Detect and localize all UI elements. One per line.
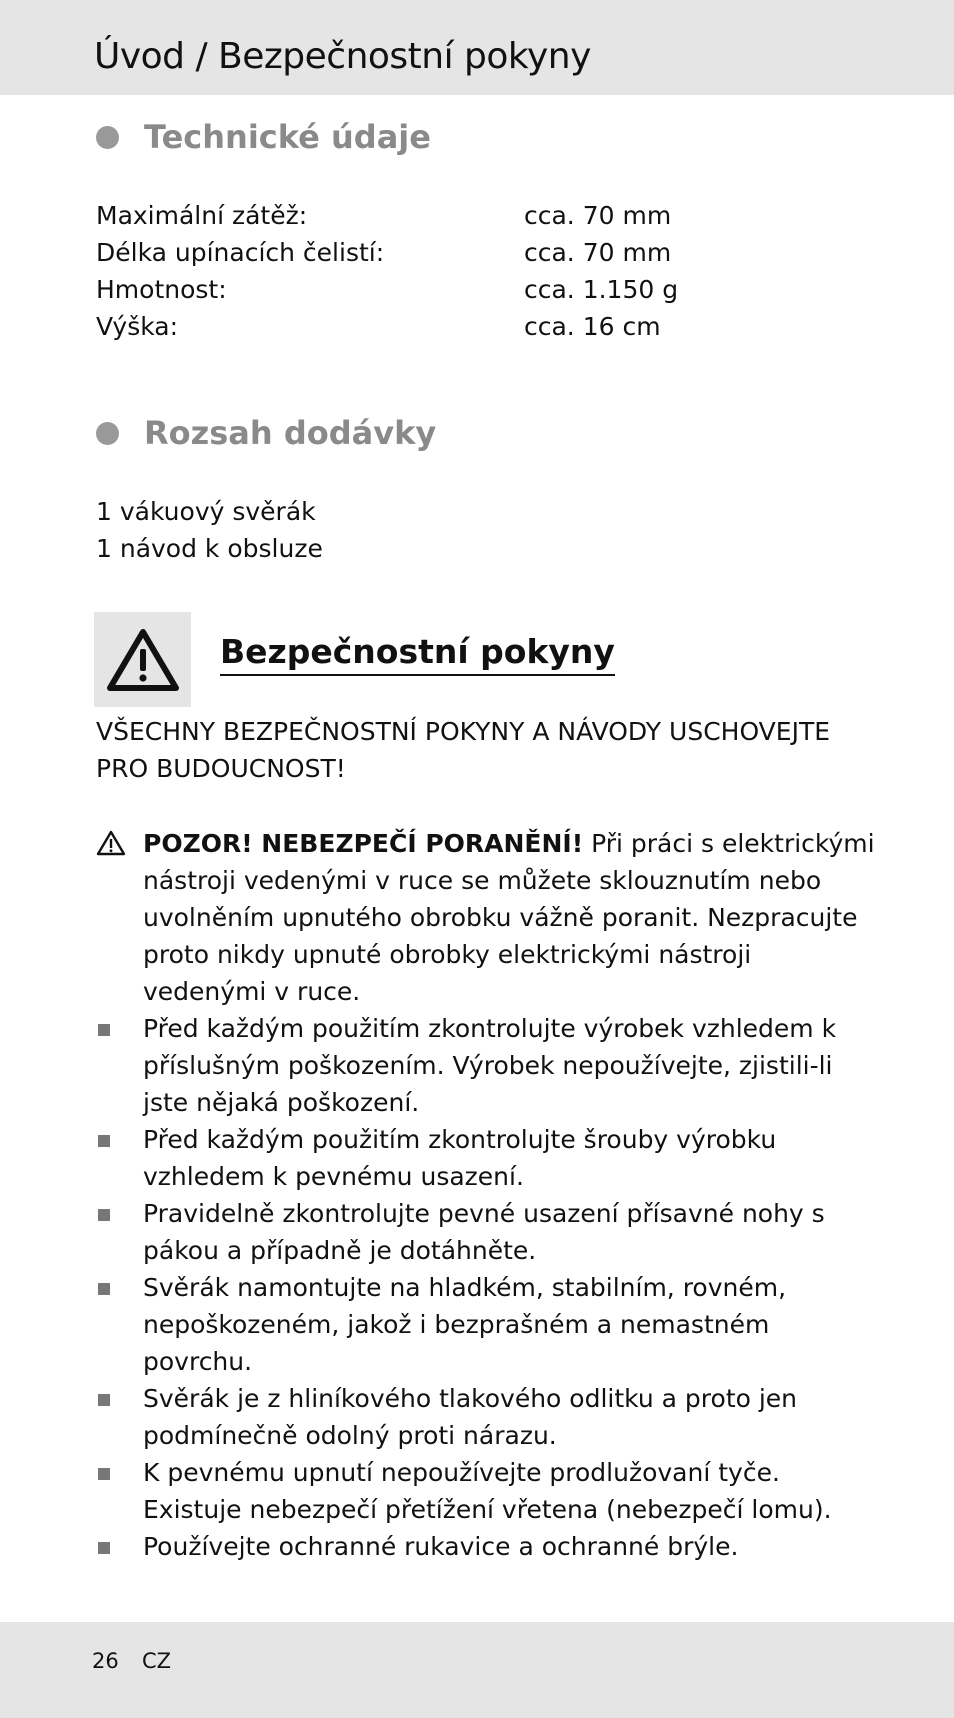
spec-row bbox=[96, 234, 816, 271]
warning-triangle-icon bbox=[106, 627, 180, 693]
technical-data-title: Technické údaje bbox=[144, 118, 431, 156]
warning-marker bbox=[96, 825, 126, 862]
page-title: Úvod / Bezpečnostní pokyny bbox=[94, 36, 591, 77]
list-item bbox=[96, 1195, 876, 1269]
list-item bbox=[96, 1454, 876, 1528]
square-bullet-icon bbox=[96, 1269, 126, 1306]
delivery-heading bbox=[96, 414, 436, 452]
safety-list bbox=[96, 825, 876, 1565]
spec-row bbox=[96, 197, 816, 234]
square-bullet-icon bbox=[96, 1121, 126, 1158]
list-item-text: Pravidelně zkontrolujte pevné usazení přísavné nohy s pákou a případně je dotáhněte. bbox=[143, 1199, 825, 1265]
list-item bbox=[96, 1380, 876, 1454]
spec-value: cca. 16 cm bbox=[524, 312, 661, 341]
spec-label: Maximální zátěž: bbox=[96, 201, 308, 230]
spec-row bbox=[96, 308, 816, 345]
technical-data-heading bbox=[96, 118, 431, 156]
delivery-title: Rozsah dodávky bbox=[144, 414, 437, 452]
warning-item bbox=[96, 825, 876, 1010]
spec-label: Hmotnost: bbox=[96, 275, 227, 304]
spec-value: cca. 1.150 g bbox=[524, 275, 679, 304]
list-item-text: Před každým použitím zkontrolujte šrouby výrobku vzhledem k pevnému usazení. bbox=[143, 1125, 777, 1191]
square-bullet-icon bbox=[96, 1454, 126, 1491]
spec-value: cca. 70 mm bbox=[524, 238, 672, 267]
section-bullet-icon bbox=[96, 126, 119, 149]
list-item-text: Svěrák je z hliníkového tlakového odlitku a proto jen podmínečně odolný proti nárazu. bbox=[143, 1384, 798, 1450]
language-code: CZ bbox=[142, 1649, 172, 1673]
list-item bbox=[96, 1269, 876, 1380]
square-bullet-icon bbox=[96, 1380, 126, 1417]
page-number: 26 bbox=[92, 1649, 119, 1673]
warning-text: Při práci s elektrickými nástroji vedenými v ruce se můžete sklouznutím nebo uvolněním upnutého obrobku vážně poranit. Nezpracujte proto nikdy upnuté obrobky elektrickými nástroji vedenými v ruce. bbox=[143, 829, 875, 1006]
spec-label: Výška: bbox=[96, 312, 179, 341]
keep-notice: VŠECHNY BEZPEČNOSTNÍ POKYNY A NÁVODY USCHOVEJTE PRO BUDOUCNOST! bbox=[96, 717, 831, 783]
list-item bbox=[96, 1528, 876, 1565]
list-item-text: Před každým použitím zkontrolujte výrobek vzhledem k příslušným poškozením. Výrobek nepoužívejte, zjistili-li jste nějaká poškození. bbox=[143, 1014, 837, 1117]
delivery-item: 1 vákuový svěrák bbox=[96, 497, 316, 526]
warning-tile bbox=[94, 612, 191, 707]
spec-value: cca. 70 mm bbox=[524, 201, 672, 230]
square-bullet-icon bbox=[96, 1528, 126, 1565]
section-bullet-icon bbox=[96, 422, 119, 445]
safety-heading: Bezpečnostní pokyny bbox=[220, 632, 615, 676]
delivery-item: 1 návod k obsluze bbox=[96, 534, 323, 563]
spec-row bbox=[96, 271, 816, 308]
list-item-text: K pevnému upnutí nepoužívejte prodlužovaní tyče. Existuje nebezpečí přetížení vřetena (nebezpečí lomu). bbox=[143, 1458, 832, 1524]
list-item bbox=[96, 1121, 876, 1195]
list-item bbox=[96, 1010, 876, 1121]
list-item-text: Svěrák namontujte na hladkém, stabilním, rovném, nepoškozeném, jakož i bezprašném a nemastném povrchu. bbox=[143, 1273, 787, 1376]
spec-label: Délka upínacích čelistí: bbox=[96, 238, 385, 267]
square-bullet-icon bbox=[96, 1010, 126, 1047]
list-item-text: Používejte ochranné rukavice a ochranné brýle. bbox=[143, 1532, 739, 1561]
warning-lead: POZOR! NEBEZPEČÍ PORANĚNÍ! bbox=[143, 829, 584, 858]
small-warning-triangle-icon bbox=[96, 829, 126, 857]
square-bullet-icon bbox=[96, 1195, 126, 1232]
